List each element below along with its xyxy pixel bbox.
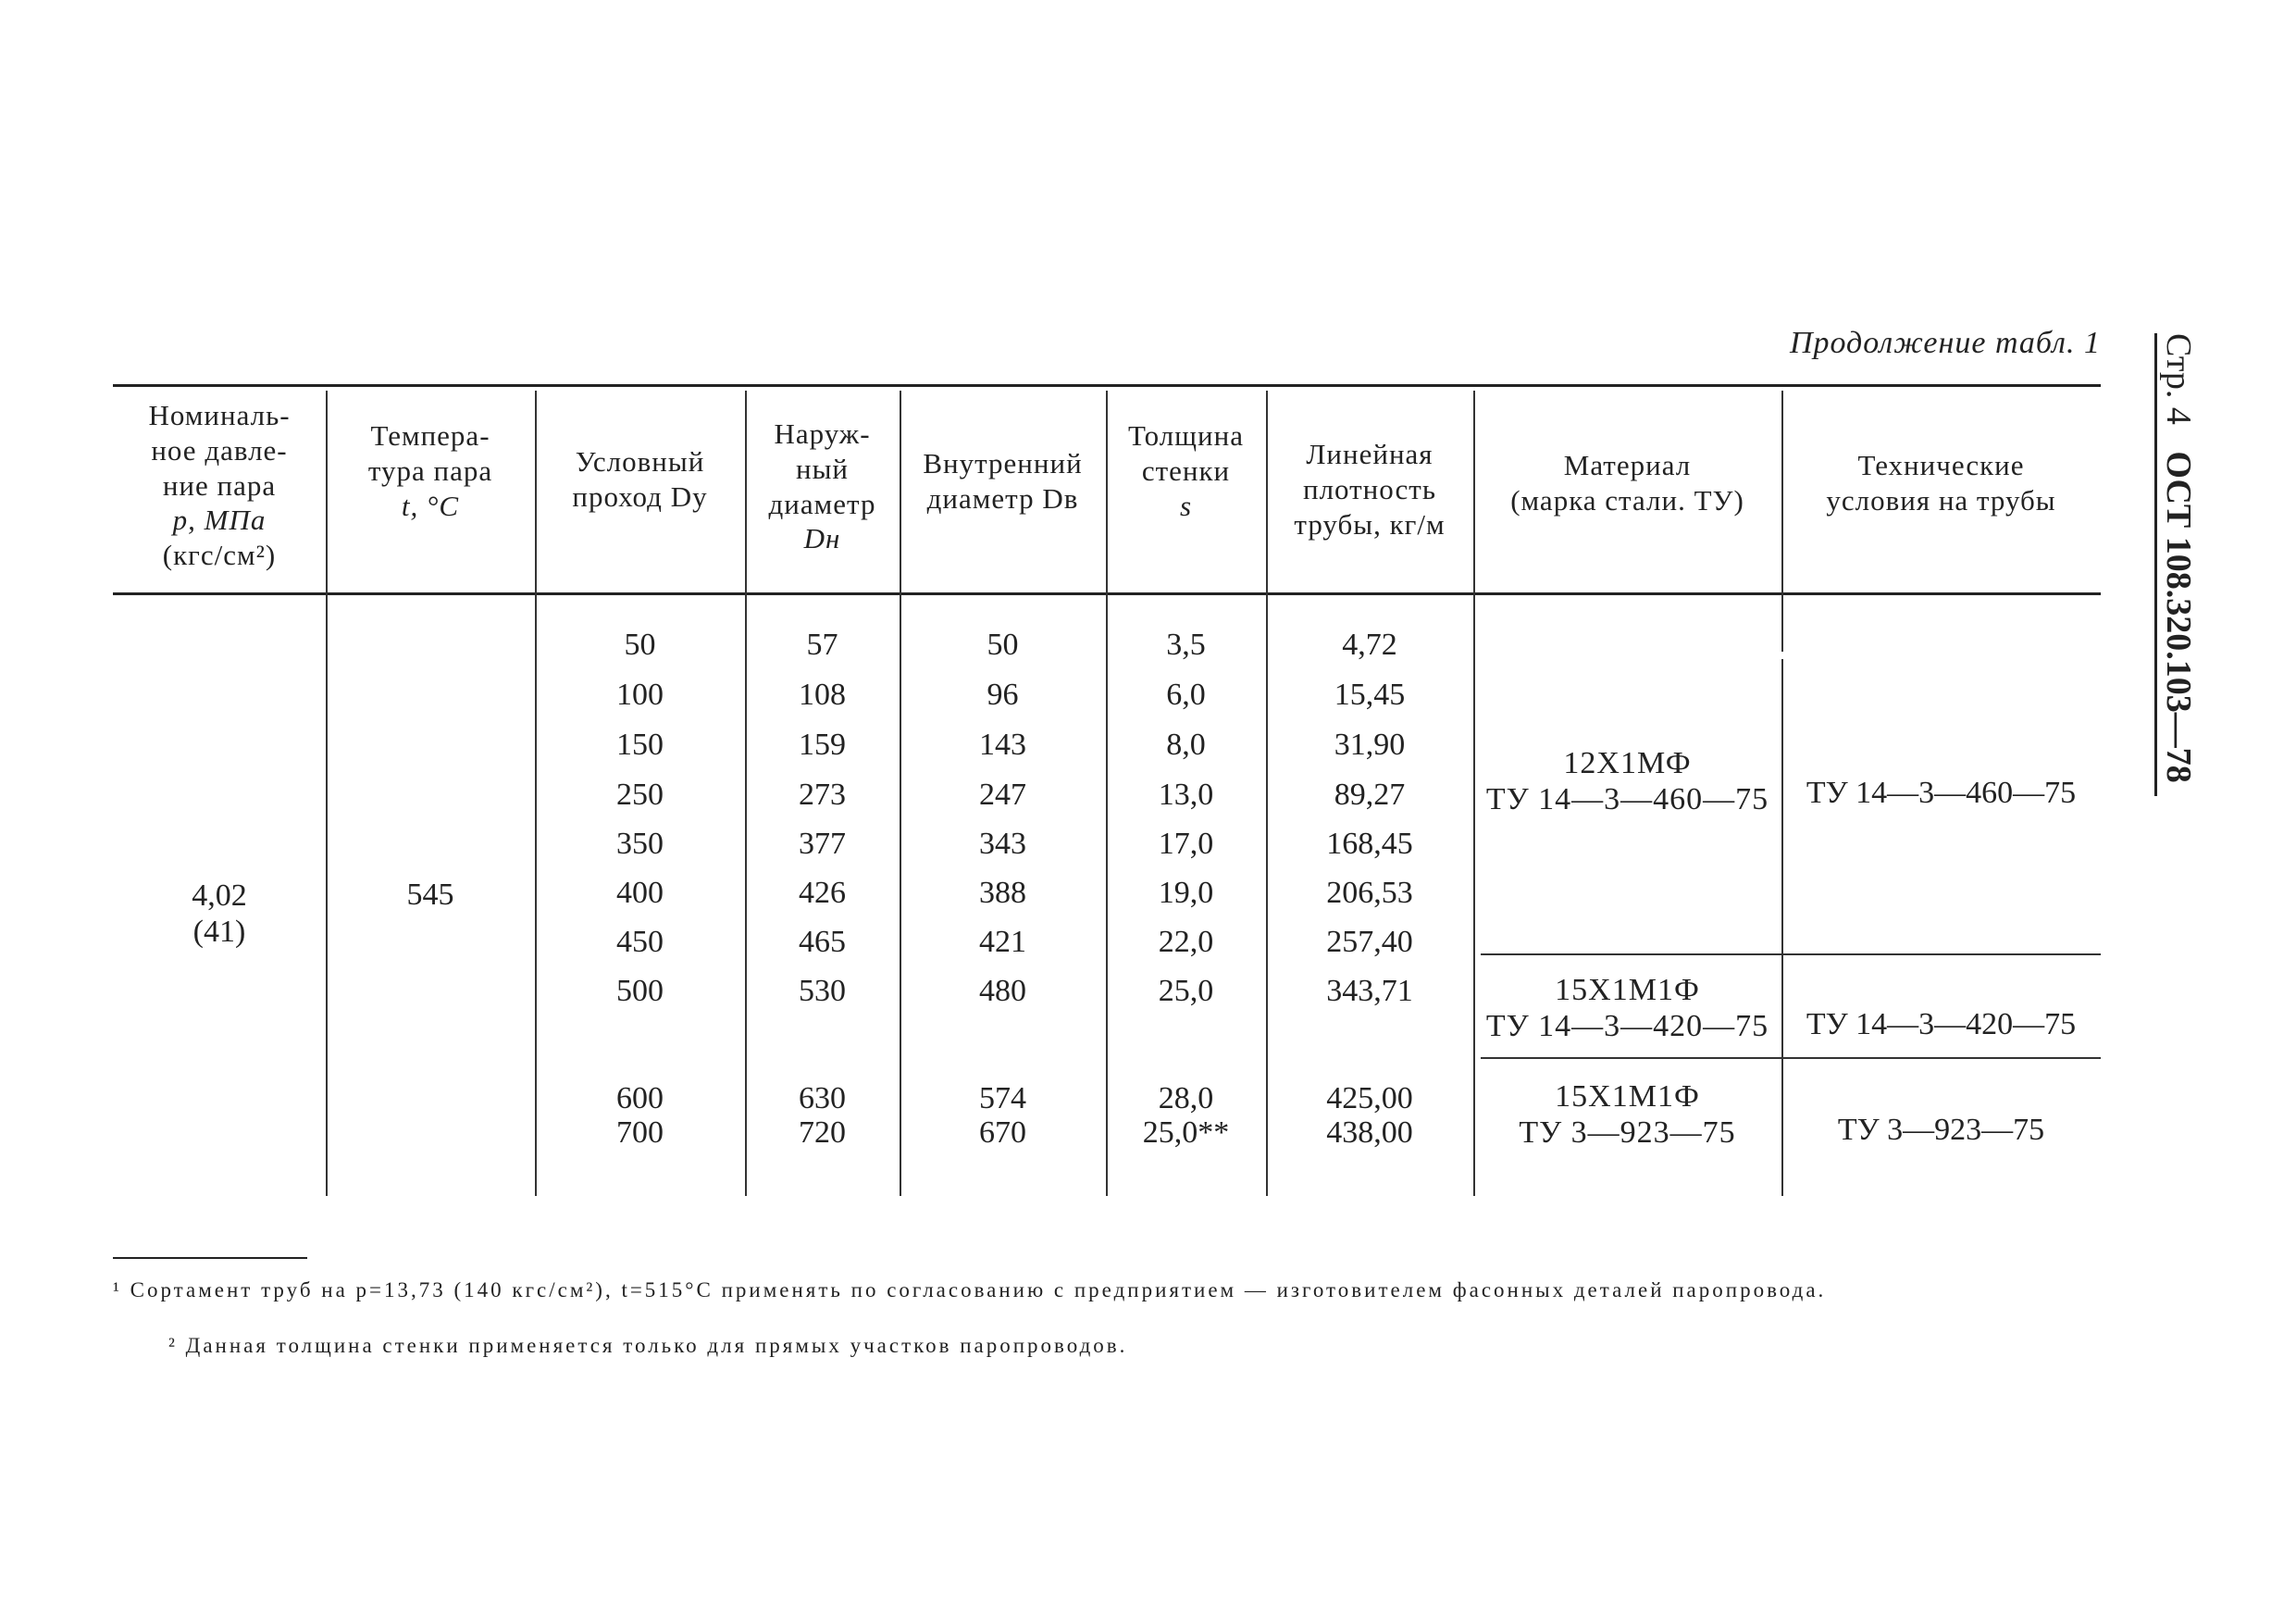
cell-wall-thickness: 28,0 (1158, 1081, 1214, 1115)
cell-outer-diameter: 159 (799, 728, 846, 762)
cell-wall-thickness: 25,0** (1142, 1115, 1230, 1150)
header-outer-diameter: Наруж- ный диаметр Dн (768, 417, 876, 555)
cell-nominal-bore: 250 (616, 778, 664, 812)
pressure-value: 4,02 (41) (192, 878, 247, 950)
cell-linear-density: 168,45 (1326, 827, 1413, 861)
cell-wall-thickness: 17,0 (1158, 827, 1214, 861)
footnote-rule (113, 1257, 307, 1259)
header-temperature: Темпера- тура пара t, °С (367, 419, 493, 522)
group-divider (1481, 1057, 2101, 1059)
cell-outer-diameter: 108 (799, 678, 846, 712)
spec-value: ТУ 3—923—75 (1837, 1113, 2045, 1147)
cell-nominal-bore: 400 (616, 876, 664, 910)
footnote: ² Данная толщина стенки применяется только для прямых участков паропроводов. (168, 1334, 1128, 1357)
cell-linear-density: 31,90 (1334, 728, 1406, 762)
header-material: Материал (марка стали. ТУ) (1510, 449, 1744, 517)
cell-nominal-bore: 100 (616, 678, 664, 712)
footnote: ¹ Сортамент труб на p=13,73 (140 кгс/см²), t=515°С применять по согласованию с предприятием — изготовителем фасонных деталей паропровода. (113, 1278, 1827, 1301)
cell-linear-density: 257,40 (1326, 925, 1413, 959)
page-number: Стр. 4 (2159, 333, 2198, 425)
cell-inner-diameter: 388 (979, 876, 1026, 910)
cell-inner-diameter: 96 (987, 678, 1019, 712)
side-label (2145, 333, 2201, 815)
cell-nominal-bore: 50 (624, 628, 656, 662)
cell-linear-density: 15,45 (1334, 678, 1406, 712)
cell-nominal-bore: 500 (616, 974, 664, 1008)
cell-outer-diameter: 426 (799, 876, 846, 910)
cell-wall-thickness: 13,0 (1158, 778, 1214, 812)
cell-linear-density: 343,71 (1326, 974, 1413, 1008)
cell-inner-diameter: 247 (979, 778, 1026, 812)
cell-nominal-bore: 600 (616, 1081, 664, 1115)
cell-wall-thickness: 8,0 (1166, 728, 1206, 762)
cell-wall-thickness: 3,5 (1166, 628, 1206, 662)
cell-inner-diameter: 480 (979, 974, 1026, 1008)
header-specs: Технические условия на трубы (1826, 449, 2056, 517)
header-wall-thickness: Толщина стенки s (1128, 419, 1244, 522)
cell-inner-diameter: 50 (987, 628, 1019, 662)
cell-linear-density: 438,00 (1326, 1115, 1413, 1150)
cell-wall-thickness: 25,0 (1158, 974, 1214, 1008)
cell-wall-thickness: 6,0 (1166, 678, 1206, 712)
cell-linear-density: 89,27 (1334, 778, 1406, 812)
cell-wall-thickness: 22,0 (1158, 925, 1214, 959)
material-group: 15Х1М1Ф ТУ 14—3—420—75 (1485, 973, 1769, 1044)
cell-inner-diameter: 421 (979, 925, 1026, 959)
material-group: 12Х1МФ ТУ 14—3—460—75 (1485, 746, 1769, 817)
header-inner-diameter: Внутренний диаметр Dв (923, 447, 1083, 515)
cell-linear-density: 425,00 (1326, 1081, 1413, 1115)
spec-value: ТУ 14—3—460—75 (1806, 776, 2077, 810)
standard-number: ОСТ 108.320.103—78 (2159, 451, 2198, 783)
cell-inner-diameter: 343 (979, 827, 1026, 861)
group-divider (1481, 953, 2101, 955)
cell-wall-thickness: 19,0 (1158, 876, 1214, 910)
cell-outer-diameter: 377 (799, 827, 846, 861)
cell-outer-diameter: 57 (806, 628, 838, 662)
col-divider (1781, 391, 1783, 652)
temperature-value: 545 (406, 878, 454, 912)
header-pressure: Номиналь- ное давле- ние пара p, МПа (кгс/см²) (148, 399, 291, 572)
side-label-rule (2154, 333, 2157, 796)
table-continuation-caption: Продолжение табл. 1 (1789, 326, 2101, 360)
material-group: 15Х1М1Ф ТУ 3—923—75 (1519, 1079, 1736, 1151)
table-top-rule (113, 384, 2101, 387)
cell-inner-diameter: 143 (979, 728, 1026, 762)
cell-inner-diameter: 670 (979, 1115, 1026, 1150)
cell-nominal-bore: 700 (616, 1115, 664, 1150)
cell-nominal-bore: 350 (616, 827, 664, 861)
cell-outer-diameter: 465 (799, 925, 846, 959)
header-nominal-bore: Условный проход Dу (572, 445, 708, 513)
spec-value: ТУ 14—3—420—75 (1806, 1007, 2077, 1041)
cell-linear-density: 206,53 (1326, 876, 1413, 910)
cell-outer-diameter: 273 (799, 778, 846, 812)
header-linear-density: Линейная плотность трубы, кг/м (1294, 438, 1446, 541)
cell-outer-diameter: 530 (799, 974, 846, 1008)
cell-outer-diameter: 720 (799, 1115, 846, 1150)
cell-outer-diameter: 630 (799, 1081, 846, 1115)
cell-linear-density: 4,72 (1342, 628, 1397, 662)
cell-nominal-bore: 450 (616, 925, 664, 959)
cell-inner-diameter: 574 (979, 1081, 1026, 1115)
cell-nominal-bore: 150 (616, 728, 664, 762)
